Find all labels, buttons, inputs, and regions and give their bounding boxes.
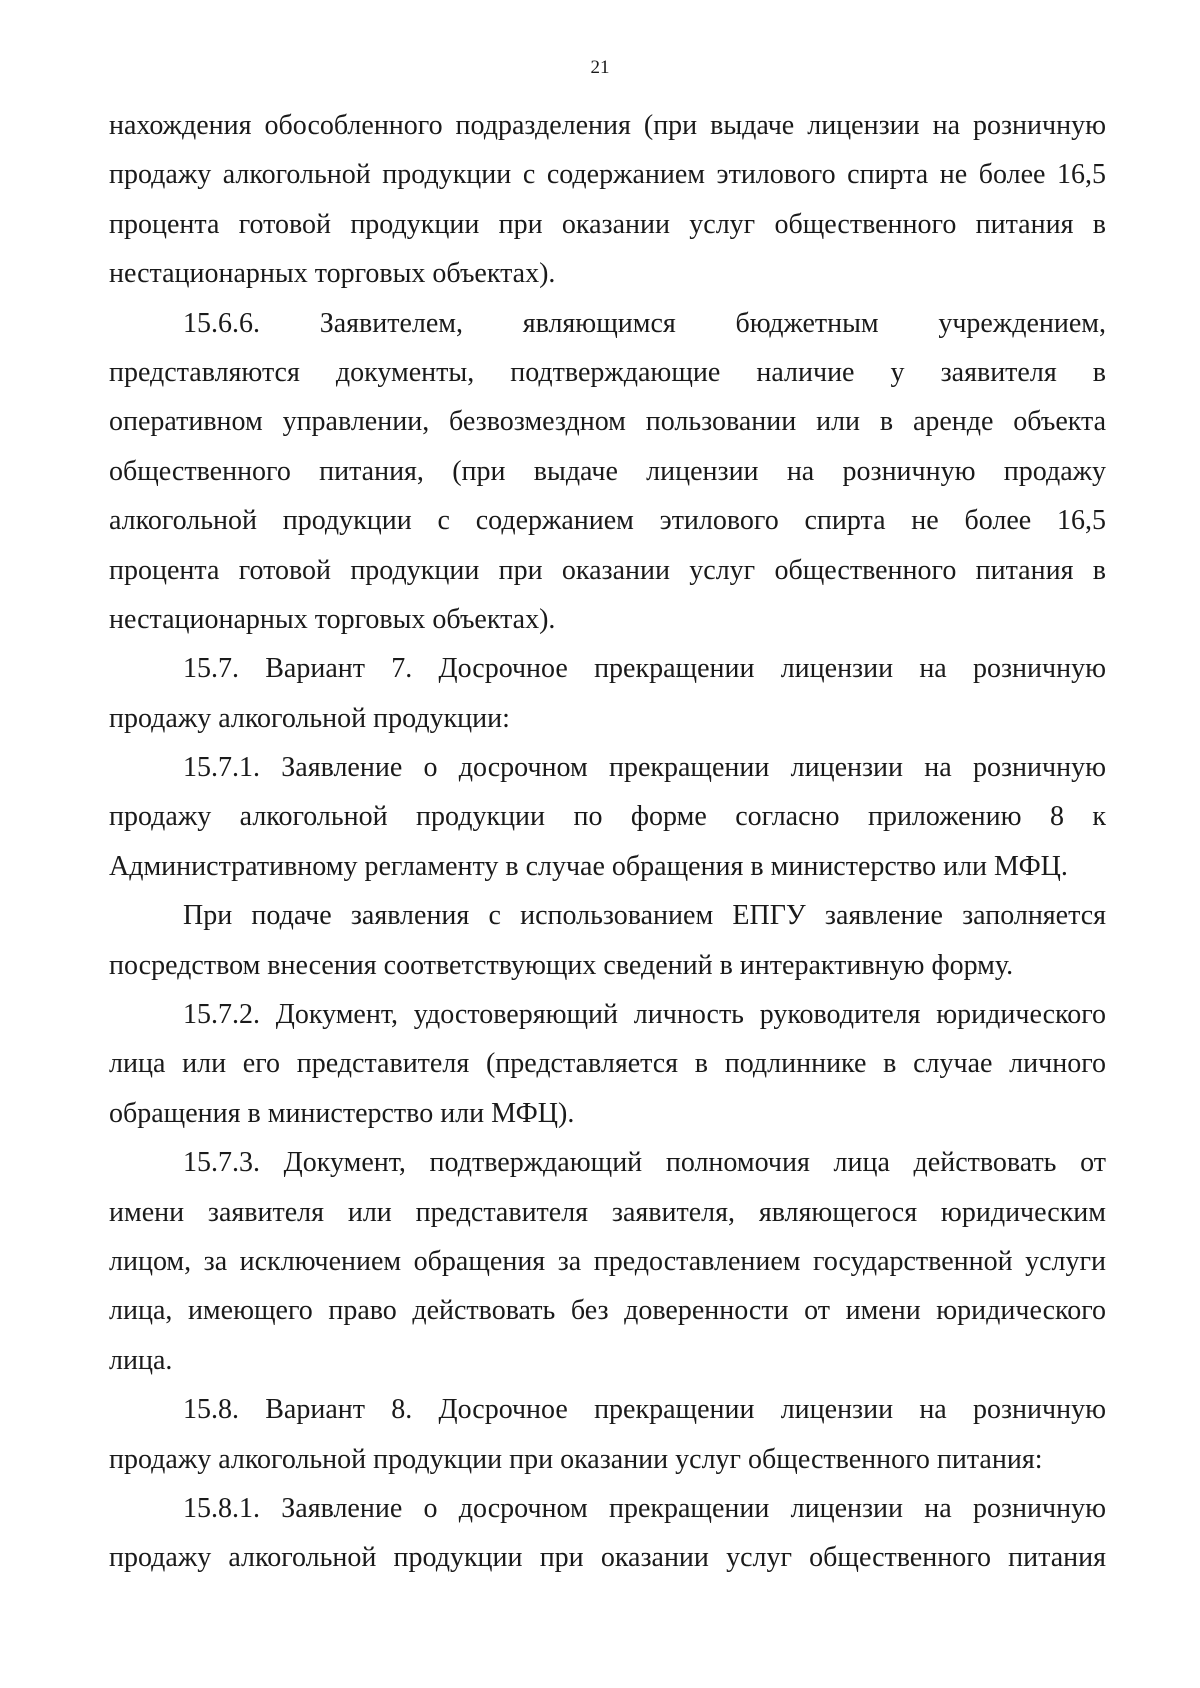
paragraph-p1 (109, 101, 1106, 299)
text-line: нестационарных торговых объектах). (109, 603, 556, 635)
text-line: продажу алкогольной продукции с содержанием этилового спирта не более 16,5 (109, 159, 1106, 191)
text-line: обращения в министерство или МФЦ). (109, 1097, 575, 1129)
paragraph-p5 (109, 891, 1106, 990)
text-line: процента готовой продукции при оказании услуг общественного питания в (109, 554, 1106, 586)
text-line: лица или его представителя (представляется в подлиннике в случае личного (109, 1048, 1106, 1080)
text-line: лица, имеющего право действовать без доверенности от имени юридического (109, 1295, 1106, 1327)
text-line: общественного питания, (при выдаче лицензии на розничную продажу (109, 455, 1106, 487)
text-line: продажу алкогольной продукции при оказании услуг общественного питания (109, 1542, 1106, 1574)
text-line: 15.7. Вариант 7. Досрочное прекращении лицензии на розничную (183, 653, 1106, 685)
paragraph-p8 (109, 1385, 1106, 1484)
text-line: 15.7.3. Документ, подтверждающий полномочия лица действовать от (183, 1147, 1106, 1179)
paragraph-p3 (109, 644, 1106, 743)
paragraph-p9 (109, 1484, 1106, 1583)
text-line: 15.6.6. Заявителем, являющимся бюджетным учреждением, (183, 307, 1106, 339)
text-line: 15.7.2. Документ, удостоверяющий личность руководителя юридического (183, 999, 1106, 1031)
paragraph-p2 (109, 299, 1106, 645)
text-line: продажу алкогольной продукции при оказании услуг общественного питания: (109, 1443, 1043, 1475)
text-line: оперативном управлении, безвозмездном пользовании или в аренде объекта (109, 406, 1106, 438)
text-line: нестационарных торговых объектах). (109, 258, 556, 290)
text-line: процента готовой продукции при оказании услуг общественного питания в (109, 208, 1106, 240)
text-line: лица. (109, 1344, 173, 1376)
text-line: лицом, за исключением обращения за предоставлением государственной услуги (109, 1245, 1106, 1277)
text-line: При подаче заявления с использованием ЕПГУ заявление заполняется (183, 900, 1106, 932)
text-line: нахождения обособленного подразделения (при выдаче лицензии на розничную (109, 110, 1106, 141)
document-body (109, 101, 1106, 1583)
text-line: посредством внесения соответствующих сведений в интерактивную форму. (109, 949, 1014, 981)
page-number: 21 (590, 57, 610, 78)
text-line: имени заявителя или представителя заявителя, являющегося юридическим (109, 1196, 1106, 1228)
paragraph-p6 (109, 990, 1106, 1138)
text-line: Административному регламенту в случае обращения в министерство или МФЦ. (109, 850, 1068, 882)
text-line: 15.7.1. Заявление о досрочном прекращении лицензии на розничную (183, 752, 1106, 784)
text-line: 15.8.1. Заявление о досрочном прекращении лицензии на розничную (183, 1492, 1106, 1524)
paragraph-p7 (109, 1138, 1106, 1385)
paragraph-p4 (109, 743, 1106, 891)
text-line: продажу алкогольной продукции по форме согласно приложению 8 к (109, 801, 1106, 833)
text-line: представляются документы, подтверждающие наличие у заявителя в (109, 356, 1106, 388)
text-line: 15.8. Вариант 8. Досрочное прекращении лицензии на розничную (183, 1394, 1106, 1426)
text-line: продажу алкогольной продукции: (109, 702, 510, 734)
text-line: алкогольной продукции с содержанием этилового спирта не более 16,5 (109, 505, 1106, 537)
